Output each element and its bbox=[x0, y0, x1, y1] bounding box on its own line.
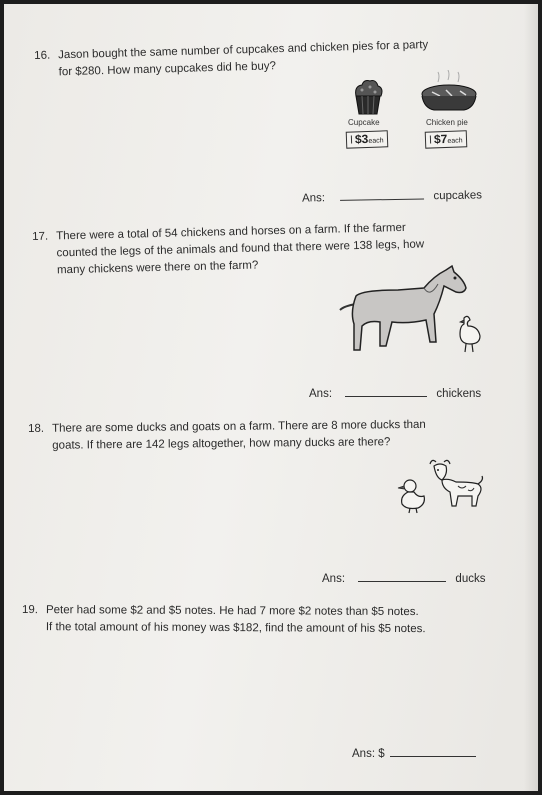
answer-blank[interactable] bbox=[340, 189, 424, 200]
chicken-pie-icon bbox=[418, 70, 480, 116]
answer-blank[interactable] bbox=[345, 387, 427, 397]
worksheet-page bbox=[4, 4, 538, 791]
answer-prefix: Ans: bbox=[301, 192, 326, 205]
cupcake-price: $3 bbox=[354, 131, 369, 147]
question-19 bbox=[22, 602, 426, 638]
chicken-pie-price-tag bbox=[425, 130, 467, 148]
answer-line-17 bbox=[309, 387, 481, 400]
cupcake-price-unit: each bbox=[368, 137, 384, 145]
chicken-pie-price: $7 bbox=[433, 131, 448, 147]
answer-blank[interactable] bbox=[358, 572, 446, 582]
answer-blank[interactable] bbox=[390, 747, 476, 757]
question-text-line: goats. If there are 142 legs altogether, how many ducks are there? bbox=[52, 436, 391, 452]
answer-prefix: Ans: $ bbox=[352, 748, 385, 760]
question-text-line: counted the legs of the animals and found that there were 138 legs, how bbox=[56, 238, 425, 260]
chicken-pie-price-unit: each bbox=[447, 137, 463, 145]
question-text-line: Peter had some $2 and $5 notes. He had 7 more $2 notes than $5 notes. bbox=[45, 604, 419, 619]
chicken-pie-label: Chicken pie bbox=[426, 118, 468, 127]
answer-prefix: Ans: bbox=[309, 388, 333, 400]
question-text-line: There are some ducks and goats on a farm. There are 8 more ducks than bbox=[52, 418, 426, 435]
question-text-line: many chickens were there on the farm? bbox=[56, 259, 259, 277]
question-text-line: Jason bought the same number of cupcakes and chicken pies for a party bbox=[58, 38, 429, 62]
question-number: 16. bbox=[34, 49, 51, 62]
goat-icon bbox=[428, 458, 488, 510]
question-text-line: If the total amount of his money was $182, find the amount of his $5 notes. bbox=[45, 621, 426, 636]
cupcake-price-tag bbox=[346, 130, 388, 148]
answer-line-16 bbox=[302, 188, 482, 204]
page-edge-shadow bbox=[524, 4, 538, 791]
answer-line-18 bbox=[322, 572, 485, 585]
answer-prefix: Ans: bbox=[322, 573, 346, 585]
answer-unit: chickens bbox=[436, 388, 482, 400]
question-18 bbox=[28, 417, 426, 455]
answer-unit: cupcakes bbox=[433, 189, 483, 203]
question-number: 17. bbox=[32, 230, 49, 243]
question-16 bbox=[34, 37, 429, 82]
answer-line-19 bbox=[352, 747, 476, 760]
cupcake-label: Cupcake bbox=[348, 118, 380, 127]
cupcake-icon bbox=[350, 78, 386, 118]
question-number: 19. bbox=[21, 604, 38, 617]
question-number: 18. bbox=[28, 422, 45, 435]
chicken-icon bbox=[456, 314, 484, 354]
answer-unit: ducks bbox=[455, 573, 486, 585]
question-text-line: There were a total of 54 chickens and horses on a farm. If the farmer bbox=[56, 221, 406, 243]
question-text-line: for $280. How many cupcakes did he buy? bbox=[58, 60, 277, 79]
duck-icon bbox=[392, 474, 432, 514]
